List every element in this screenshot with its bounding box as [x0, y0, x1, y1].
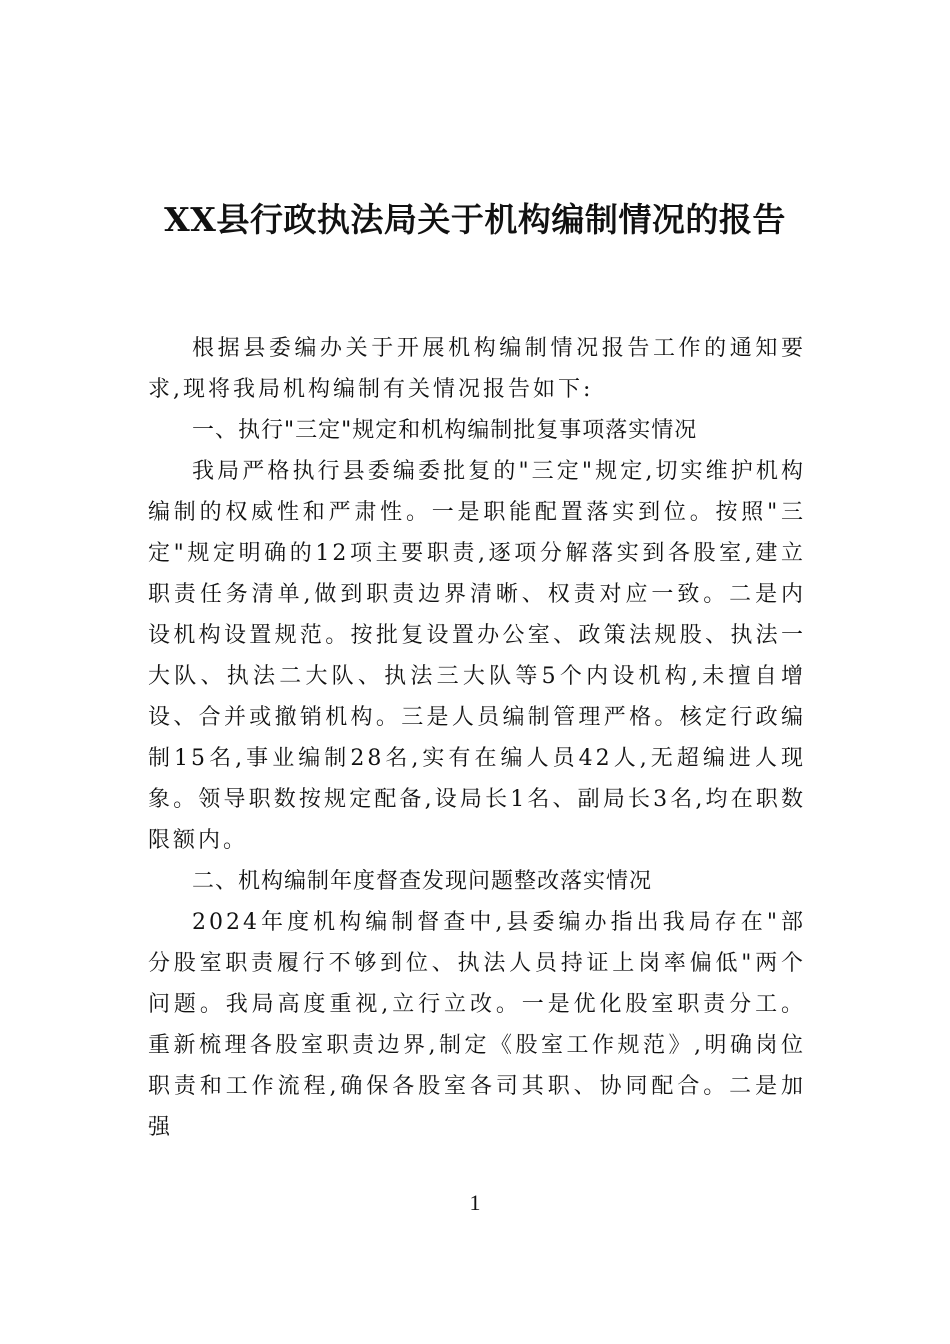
document-title: XX县行政执法局关于机构编制情况的报告 [164, 200, 786, 239]
section-2-paragraph: 2024年度机构编制督查中,县委编办指出我局存在"部分股室职责履行不够到位、执法人员持证上岗率偏低"两个问题。我局高度重视,立行立改。一是优化股室职责分工。重新梳理各股室职责边界,制定《股室工作规范》,明确岗位职责和工作流程,确保各股室各司其职、协同配合。二是加强 [148, 910, 806, 1140]
document-body [148, 328, 806, 1148]
section-1-heading: 一、执行"三定"规定和机构编制批复事项落实情况 [192, 418, 698, 443]
section-2-heading: 二、机构编制年度督查发现问题整改落实情况 [192, 869, 653, 894]
page-number: 1 [469, 1190, 481, 1215]
section-1-paragraph: 我局严格执行县委编委批复的"三定"规定,切实维护机构编制的权威性和严肃性。一是职能配置落实到位。按照"三定"规定明确的12项主要职责,逐项分解落实到各股室,建立职责任务清单,做到职责边界清晰、权责对应一致。二是内设机构设置规范。按批复设置办公室、政策法规股、执法一大队、执法二大队、执法三大队等5个内设机构,未擅自增设、合并或撤销机构。三是人员编制管理严格。核定行政编制15名,事业编制28名,实有在编人员42人,无超编进人现象。领导职数按规定配备,设局长1名、副局长3名,均在职数限额内。 [148, 459, 806, 853]
intro-paragraph: 根据县委编办关于开展机构编制情况报告工作的通知要求,现将我局机构编制有关情况报告如下: [148, 336, 806, 402]
